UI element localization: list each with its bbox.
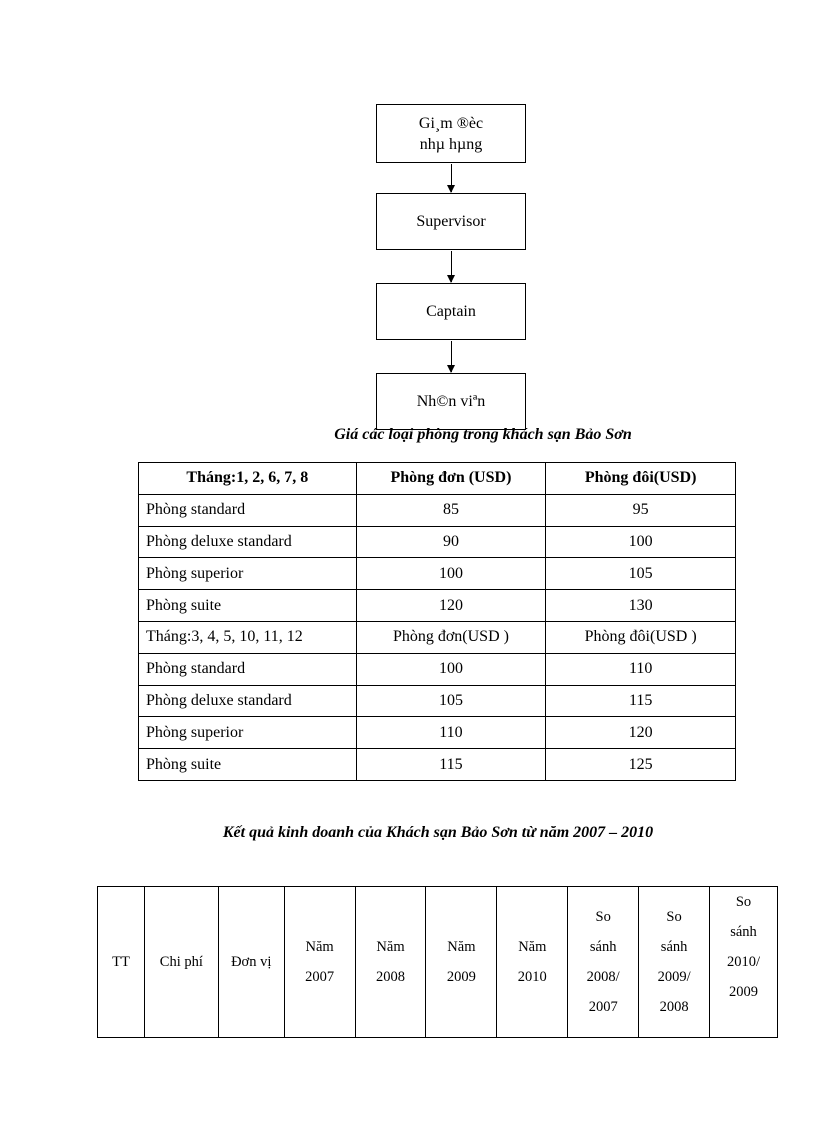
header-text: Năm (518, 939, 547, 955)
header-text: Đơn vị (231, 954, 272, 970)
table-row (139, 558, 736, 590)
table-cell: 105 (356, 685, 546, 717)
table-header-cell (568, 887, 639, 1038)
org-node-supervisor (376, 193, 526, 250)
table-row (139, 463, 736, 495)
table-cell: Phòng superior (139, 558, 357, 590)
header-text: 2009 (446, 969, 476, 985)
header-text: 2008/ (586, 969, 620, 985)
table-header-cell (497, 887, 568, 1038)
header-text: 2007 (588, 999, 618, 1015)
table-cell: 95 (546, 494, 736, 526)
header-text: So (666, 909, 682, 925)
table-cell: 110 (546, 653, 736, 685)
org-node-label: nhµ hµng (419, 135, 483, 153)
header-text: 2008 (376, 969, 405, 985)
table-cell: Phòng đơn(USD ) (356, 621, 546, 653)
table-cell: Phòng suite (139, 590, 357, 622)
table-cell: 120 (356, 590, 546, 622)
table-cell: 105 (546, 558, 736, 590)
table-cell: Tháng:3, 4, 5, 10, 11, 12 (139, 621, 357, 653)
header-text: Năm (305, 939, 334, 955)
header-text: 2009/ (657, 969, 691, 985)
table-header-cell (639, 887, 710, 1038)
table-cell: 100 (546, 526, 736, 558)
table-cell: Phòng deluxe standard (139, 526, 357, 558)
table-header-cell (426, 887, 497, 1038)
table-cell: Phòng standard (139, 653, 357, 685)
header-text: So (735, 894, 752, 910)
header-text: sánh (660, 939, 688, 955)
table-row (139, 590, 736, 622)
connector-arrow (451, 341, 452, 372)
header-text: 2007 (305, 969, 335, 985)
org-node-label: Supervisor (416, 213, 486, 230)
table-cell: 85 (356, 494, 546, 526)
table-cell: Phòng superior (139, 717, 357, 749)
header-text: sánh (589, 939, 617, 955)
table-header-cell (98, 887, 145, 1038)
org-node-label: Gi¸m ®èc (418, 114, 484, 132)
table-cell: Phòng deluxe standard (139, 685, 357, 717)
table-header-cell: Phòng đôi(USD) (546, 463, 736, 495)
header-text: 2008 (659, 999, 689, 1015)
table-cell: Phòng standard (139, 494, 357, 526)
header-text: So (595, 909, 611, 925)
table-header-cell (710, 887, 778, 1038)
table-header-cell (144, 887, 218, 1038)
header-text: sánh (730, 924, 757, 940)
org-node-captain (376, 283, 526, 340)
table-cell: 100 (356, 558, 546, 590)
org-node-staff (376, 373, 526, 430)
table-cell: 115 (356, 749, 546, 781)
table-header-cell (284, 887, 355, 1038)
table-cell: 115 (546, 685, 736, 717)
header-text: TT (112, 954, 130, 970)
org-node-label: Captain (426, 303, 476, 320)
table-row (98, 887, 778, 1038)
table-row (139, 526, 736, 558)
table-cell: 90 (356, 526, 546, 558)
header-text: Năm (376, 939, 405, 955)
table-header-cell (218, 887, 284, 1038)
header-text: 2010 (517, 969, 547, 985)
table-cell: Phòng suite (139, 749, 357, 781)
result-table (97, 886, 778, 1038)
header-text: 2009 (729, 984, 759, 1000)
header-text: Chi phí (159, 954, 203, 970)
org-node-director (376, 104, 526, 163)
table-row (139, 494, 736, 526)
connector-arrow (451, 164, 452, 192)
table-row (139, 685, 736, 717)
price-table (138, 462, 736, 781)
table-row (139, 621, 736, 653)
price-table-caption: Giá các loại phòng trong khách sạn Bảo Sơn (334, 426, 632, 443)
table-row (139, 653, 736, 685)
org-node-label: Nh©n viªn (416, 393, 486, 410)
header-text: 2010/ (727, 954, 761, 970)
table-header-cell (355, 887, 426, 1038)
table-row (139, 749, 736, 781)
header-text: Năm (447, 939, 476, 955)
result-table-caption: Kết quả kinh doanh của Khách sạn Bảo Sơn từ năm 2007 – 2010 (222, 824, 654, 841)
table-header-cell: Tháng:1, 2, 6, 7, 8 (139, 463, 357, 495)
connector-arrow (451, 251, 452, 282)
table-cell: 130 (546, 590, 736, 622)
table-cell: Phòng đôi(USD ) (546, 621, 736, 653)
table-cell: 125 (546, 749, 736, 781)
table-cell: 110 (356, 717, 546, 749)
table-header-cell: Phòng đơn (USD) (356, 463, 546, 495)
table-row (139, 717, 736, 749)
table-cell: 120 (546, 717, 736, 749)
table-cell: 100 (356, 653, 546, 685)
